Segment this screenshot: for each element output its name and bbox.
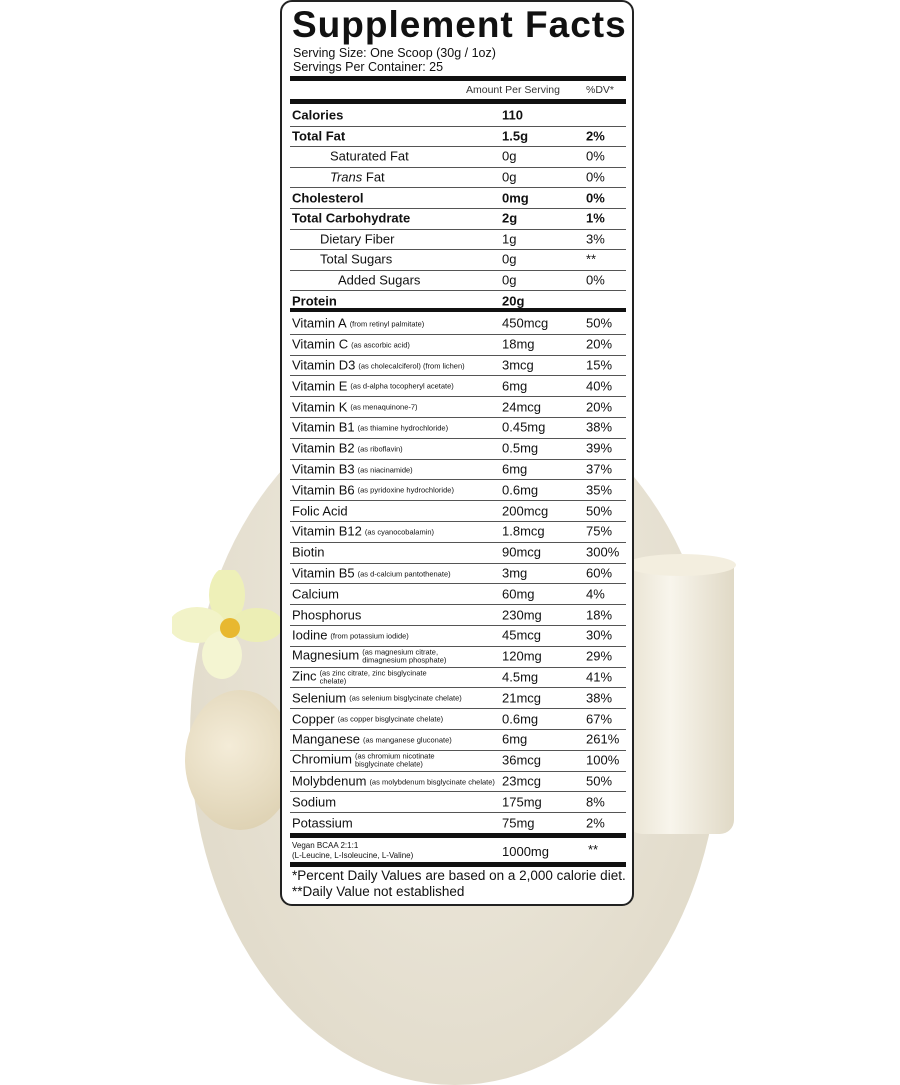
nutrient-row — [290, 334, 626, 356]
nutrient-source-note: (as selenium bisglycinate chelate) — [349, 693, 462, 703]
nutrient-amount: 120mg — [502, 648, 542, 664]
nutrient-source-note: (as molybdenum bisglycinate chelate) — [369, 777, 495, 787]
nutrient-amount: 0g — [502, 272, 517, 288]
nutrient-source-note: (as chromium nicotinate bisglycinate chelate) — [354, 751, 435, 769]
supplement-facts-panel — [280, 0, 634, 906]
nutrient-row — [290, 771, 626, 793]
nutrient-row — [290, 146, 626, 168]
nutrient-dv: 30% — [586, 627, 613, 643]
nutrient-name-text: Vitamin B1 — [292, 419, 355, 435]
nutrient-row — [290, 812, 626, 834]
nutrient-amount: 45mcg — [502, 627, 542, 643]
nutrient-dv: 100% — [586, 752, 620, 768]
nutrient-name — [292, 773, 495, 788]
nutrient-name-text: Selenium — [292, 690, 347, 706]
nutrient-dv: 37% — [586, 461, 613, 477]
nutrient-name — [292, 711, 443, 726]
nutrient-name — [292, 648, 472, 665]
nutrient-name-text: Calcium — [292, 586, 339, 602]
nutrient-dv: 39% — [586, 440, 613, 456]
nutrient-name-text: Phosphorus — [292, 607, 362, 623]
nutrient-name — [292, 503, 348, 518]
nutrient-name — [292, 461, 413, 476]
nutrient-dv: 35% — [586, 482, 613, 498]
nutrient-amount: 20g — [502, 293, 525, 309]
nutrient-name — [292, 337, 410, 352]
nutrient-name — [292, 690, 462, 705]
nutrient-name-text: Molybdenum — [292, 773, 367, 789]
nutrient-name-text: Copper — [292, 711, 335, 727]
nutrient-name-text: Magnesium — [292, 647, 360, 663]
panel-title: Supplement Facts — [292, 4, 627, 45]
nutrient-source-note: (as copper bisglycinate chelate) — [337, 714, 444, 724]
nutrient-dv: 60% — [586, 565, 613, 581]
nutrient-row — [290, 750, 626, 772]
nutrient-amount: 0g — [502, 169, 517, 185]
nutrient-name-text: Calories — [292, 107, 344, 123]
nutrient-row — [290, 417, 626, 439]
nutrient-name-text: Vitamin C — [292, 336, 349, 352]
nutrient-row — [290, 521, 626, 543]
nutrient-name — [292, 316, 424, 331]
divider — [290, 308, 626, 312]
ice-cream-scoop-image — [185, 690, 295, 830]
nutrient-dv: 20% — [586, 399, 613, 415]
nutrient-source-note: (as d-calcium pantothenate) — [357, 569, 451, 579]
nutrient-name-text: Total Fat — [292, 128, 346, 144]
nutrient-amount: 0g — [502, 251, 517, 267]
nutrient-row — [290, 459, 626, 481]
nutrient-dv: 38% — [586, 690, 613, 706]
nutrient-dv: 67% — [586, 711, 613, 727]
nutrient-name-text: Folic Acid — [292, 503, 348, 519]
nutrient-name-text: Added Sugars — [338, 272, 421, 288]
nutrient-name — [292, 420, 448, 435]
milkshake-glass-image — [628, 562, 734, 834]
nutrient-source-note: (as zinc citrate, zinc bisglycinate chelate) — [319, 668, 427, 686]
nutrient-amount: 230mg — [502, 607, 542, 623]
nutrient-amount: 1.8mcg — [502, 523, 545, 539]
nutrient-name — [320, 231, 394, 246]
divider — [290, 76, 626, 81]
nutrient-source-note: (from retinyl palmitate) — [349, 319, 425, 329]
nutrient-name-text: Vitamin B12 — [292, 523, 362, 539]
nutrient-dv: 3% — [586, 231, 605, 247]
nutrient-name — [292, 794, 336, 809]
nutrient-amount: 0.5mg — [502, 440, 539, 456]
nutrient-name-text: Vitamin D3 — [292, 357, 356, 373]
nutrient-source-note: (as magnesium citrate, dimagnesium phosphate) — [362, 647, 447, 665]
nutrient-amount: 90mcg — [502, 544, 542, 560]
nutrient-row — [290, 396, 626, 418]
nutrient-row — [290, 708, 626, 730]
nutrient-dv: 8% — [586, 794, 605, 810]
nutrient-amount: 6mg — [502, 461, 528, 477]
nutrient-name-text: Vitamin B3 — [292, 461, 355, 477]
nutrient-source-note: (as thiamine hydrochloride) — [357, 423, 449, 433]
nutrient-amount: 200mcg — [502, 503, 549, 519]
nutrient-amount: 110 — [502, 107, 523, 123]
nutrient-name — [292, 752, 465, 769]
nutrient-dv: 2% — [586, 128, 605, 144]
nutrient-dv: 50% — [586, 773, 613, 789]
nutrient-name — [292, 441, 403, 456]
divider — [290, 833, 626, 838]
nutrient-name-text: Sodium — [292, 794, 337, 810]
divider — [290, 862, 626, 867]
footnote-dv: *Percent Daily Values are based on a 2,000 calorie diet. — [292, 868, 626, 883]
nutrient-name — [292, 108, 343, 123]
nutrient-amount: 0.45mg — [502, 419, 546, 435]
nutrient-source-note: (as ascorbic acid) — [351, 340, 410, 350]
nutrient-amount: 0mg — [502, 190, 529, 206]
nutrient-dv: 15% — [586, 357, 613, 373]
nutrient-name — [292, 378, 454, 393]
nutrient-amount: 175mg — [502, 794, 542, 810]
nutrient-amount: 21mcg — [502, 690, 542, 706]
nutrient-name-suffix: Fat — [362, 169, 385, 185]
nutrient-amount: 1g — [502, 231, 517, 247]
nutrient-row — [290, 438, 626, 460]
nutrient-amount: 18mg — [502, 336, 535, 352]
nutrient-dv: 1% — [586, 210, 605, 226]
nutrient-amount: 3mg — [502, 565, 528, 581]
nutrient-dv: 2% — [586, 815, 605, 831]
nutrient-name — [292, 607, 361, 622]
nutrient-source-note: (as d-alpha tocopheryl acetate) — [350, 381, 454, 391]
nutrient-row — [290, 249, 626, 271]
nutrient-row — [290, 229, 626, 251]
nutrient-name-text: Manganese — [292, 731, 360, 747]
nutrient-source-note: (as riboflavin) — [357, 444, 403, 454]
nutrient-source-note: (as pyridoxine hydrochloride) — [357, 485, 454, 495]
nutrient-row — [290, 646, 626, 668]
nutrient-row — [290, 604, 626, 626]
nutrient-name — [292, 399, 418, 414]
nutrient-dv: 18% — [586, 607, 613, 623]
nutrient-row — [290, 500, 626, 522]
nutrient-name-text: Vitamin E — [292, 378, 348, 394]
nutrient-row — [290, 187, 626, 209]
nutrient-row — [290, 791, 626, 813]
nutrient-name-text: Vitamin B6 — [292, 482, 355, 498]
nutrient-dv: 20% — [586, 336, 613, 352]
nutrient-name — [292, 586, 339, 601]
nutrient-amount: 450mcg — [502, 315, 549, 331]
nutrient-amount: 3mcg — [502, 357, 534, 373]
nutrient-row — [290, 126, 626, 148]
nutrient-name-text: Total Carbohydrate — [292, 210, 411, 226]
nutrient-name-text: Chromium — [292, 751, 352, 767]
nutrient-name — [292, 815, 353, 830]
nutrient-row — [290, 355, 626, 377]
nutrient-row — [290, 583, 626, 605]
nutrient-name — [292, 190, 364, 205]
nutrient-dv: 0% — [586, 272, 605, 288]
nutrient-amount: 0.6mg — [502, 711, 539, 727]
nutrient-amount: 4.5mg — [502, 669, 539, 685]
nutrient-name-text: Dietary Fiber — [320, 231, 395, 247]
nutrient-name — [292, 128, 345, 143]
nutrient-row — [290, 167, 626, 189]
nutrient-amount: 2g — [502, 210, 518, 226]
nutrient-name — [292, 732, 452, 747]
nutrient-dv: 29% — [586, 648, 613, 664]
nutrient-dv: 4% — [586, 586, 605, 602]
nutrient-name — [292, 524, 434, 539]
nutrient-row — [290, 625, 626, 647]
nutrient-name-text: Zinc — [292, 668, 317, 684]
nutrient-dv: 41% — [586, 669, 613, 685]
nutrient-dv: 50% — [586, 503, 613, 519]
amount-header: Amount Per Serving — [466, 84, 560, 96]
nutrient-name-text: Potassium — [292, 815, 353, 831]
nutrient-row — [290, 667, 626, 689]
nutrient-name — [292, 669, 430, 686]
nutrient-dv: ** — [586, 251, 597, 267]
nutrient-name-text: Trans — [330, 169, 363, 185]
nutrient-amount: 24mcg — [502, 399, 542, 415]
nutrient-amount: 0g — [502, 148, 517, 164]
nutrient-dv: 300% — [586, 544, 620, 560]
nutrient-row — [290, 729, 626, 751]
dv-header: %DV* — [586, 84, 615, 96]
nutrient-name — [292, 565, 451, 580]
nutrient-name-text: Vitamin A — [292, 315, 347, 331]
nutrient-amount: 6mg — [502, 731, 528, 747]
nutrient-source-note: (from potassium iodide) — [330, 631, 409, 641]
nutrient-amount: 75mg — [502, 815, 535, 831]
nutrient-name — [292, 628, 409, 643]
bcaa-amount: 1000mg — [502, 844, 549, 859]
nutrient-name-text: Saturated Fat — [330, 148, 409, 164]
nutrient-name-text: Protein — [292, 293, 337, 309]
nutrient-name — [338, 273, 420, 288]
nutrient-name — [292, 293, 337, 308]
serving-size: Serving Size: One Scoop (30g / 1oz) — [293, 46, 496, 60]
servings-per-container: Servings Per Container: 25 — [293, 60, 444, 74]
nutrient-dv: 75% — [586, 523, 613, 539]
nutrient-row — [290, 208, 626, 230]
nutrient-dv: 261% — [586, 731, 620, 747]
nutrient-dv: 0% — [586, 148, 605, 164]
bcaa-row — [292, 841, 413, 861]
nutrient-name — [330, 149, 409, 164]
nutrient-name — [330, 170, 385, 185]
nutrient-name — [292, 545, 325, 560]
bcaa-name: Vegan BCAA 2:1:1 — [292, 841, 359, 850]
nutrient-name-text: Cholesterol — [292, 190, 364, 206]
nutrient-name — [320, 252, 392, 267]
bcaa-dv: ** — [588, 842, 599, 857]
nutrient-name — [292, 211, 410, 226]
nutrient-name-text: Vitamin B2 — [292, 440, 355, 456]
bcaa-sub: (L-Leucine, L-Isoleucine, L-Valine) — [292, 851, 414, 860]
nutrient-name — [292, 357, 465, 372]
nutrient-dv: 38% — [586, 419, 613, 435]
nutrient-source-note: (as niacinamide) — [357, 465, 413, 475]
nutrient-amount: 36mcg — [502, 752, 542, 768]
nutrient-amount: 23mcg — [502, 773, 542, 789]
nutrient-dv: 40% — [586, 378, 613, 394]
nutrient-name-text: Vitamin B5 — [292, 565, 355, 581]
nutrient-name-text: Total Sugars — [320, 251, 393, 267]
nutrient-amount: 0.6mg — [502, 482, 539, 498]
nutrient-row — [290, 542, 626, 564]
nutrient-name-text: Vitamin K — [292, 399, 348, 415]
nutrient-row — [290, 375, 626, 397]
footnote-not-established: **Daily Value not established — [292, 884, 465, 899]
nutrient-dv: 0% — [586, 169, 605, 185]
nutrient-row — [290, 270, 626, 292]
nutrient-row — [290, 313, 626, 335]
nutrient-amount: 60mg — [502, 586, 535, 602]
nutrient-source-note: (as menaquinone-7) — [350, 402, 418, 412]
nutrient-dv: 50% — [586, 315, 613, 331]
nutrient-source-note: (as manganese gluconate) — [362, 735, 452, 745]
nutrient-amount: 6mg — [502, 378, 528, 394]
nutrient-source-note: (as cholecalciferol) (from lichen) — [358, 361, 465, 371]
nutrient-source-note: (as cyanocobalamin) — [364, 527, 435, 537]
nutrient-row — [290, 479, 626, 501]
nutrient-dv: 0% — [586, 190, 605, 206]
nutrient-row — [290, 687, 626, 709]
nutrient-name-text: Iodine — [292, 627, 328, 643]
nutrient-row — [290, 105, 626, 127]
divider — [290, 99, 626, 104]
nutrient-name-text: Biotin — [292, 544, 325, 560]
nutrient-row — [290, 563, 626, 585]
vanilla-flower-image — [172, 570, 282, 680]
nutrient-name — [292, 482, 454, 497]
nutrient-amount: 1.5g — [502, 128, 529, 144]
